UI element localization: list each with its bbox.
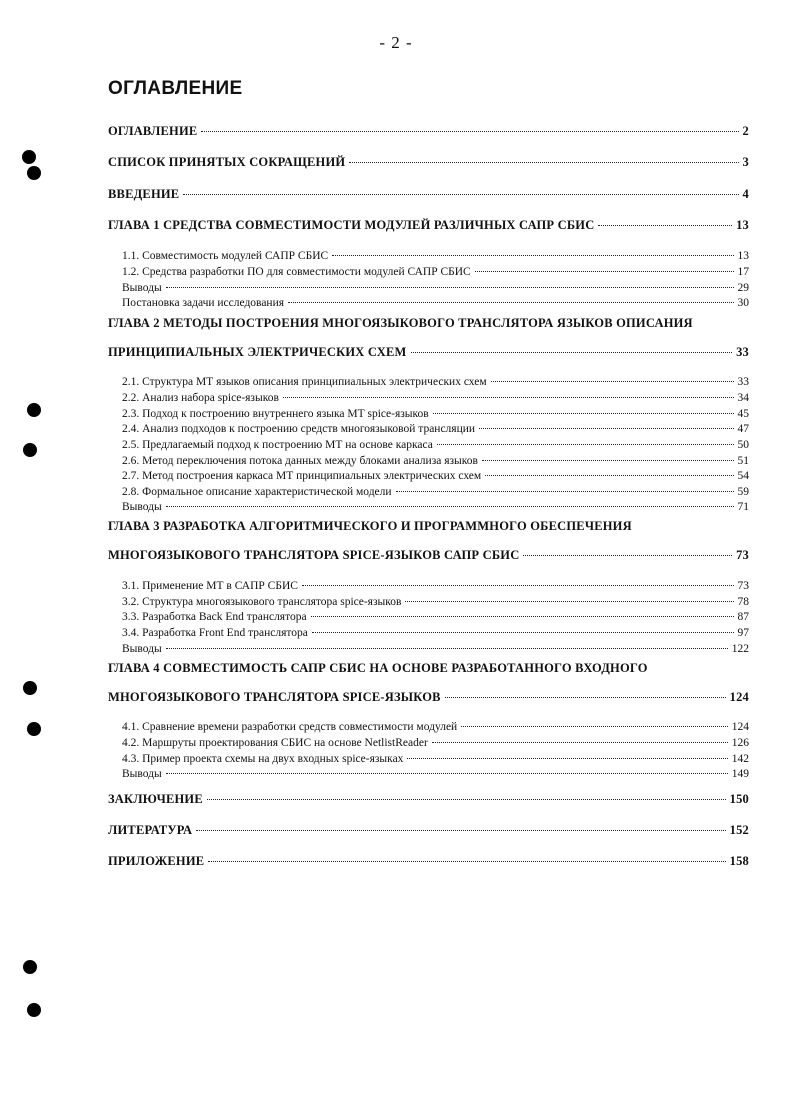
toc-entry-text: Постановка задачи исследования	[122, 296, 285, 309]
toc-entry[interactable]	[108, 184, 749, 202]
toc-leader-dots	[396, 479, 734, 492]
toc-leader-dots	[311, 604, 734, 617]
toc-leader-dots	[437, 432, 734, 445]
toc-entry[interactable]	[108, 820, 749, 838]
toc-subentry[interactable]	[122, 293, 749, 309]
toc-entry-page: 2	[742, 123, 749, 138]
toc-leader-dots	[407, 746, 727, 759]
toc-entry-page: 13	[736, 217, 749, 232]
toc-chapter-continuation[interactable]	[108, 545, 749, 563]
toc-entry-text: 2.1. Структура МТ языков описания принципиальных электрических схем	[122, 375, 487, 388]
toc-subentry[interactable]	[122, 764, 749, 780]
toc-entry-page: 142	[731, 752, 749, 765]
toc-entry-text: 3.1. Применение МТ в САПР СБИС	[122, 579, 298, 592]
toc-entry-page: 78	[737, 595, 749, 608]
punch-hole-mark	[27, 722, 41, 736]
toc-entry-page: 45	[737, 407, 749, 420]
toc-entry[interactable]	[108, 789, 749, 807]
toc-leader-dots	[166, 494, 734, 507]
toc-leader-dots	[208, 848, 725, 862]
toc-leader-dots	[411, 339, 733, 353]
toc-subentry[interactable]	[122, 639, 749, 655]
toc-leader-dots	[166, 275, 734, 288]
toc-leader-dots	[332, 243, 733, 256]
toc-entry-text: 4.2. Маршруты проектирования СБИС на основе NetlistReader	[122, 736, 428, 749]
toc-entry-text: ЗАКЛЮЧЕНИЕ	[108, 791, 203, 806]
toc-entry-page: 3	[742, 154, 749, 169]
toc-title: ОГЛАВЛЕНИЕ	[108, 78, 243, 99]
toc-entry-text: ПРИНЦИПИАЛЬНЫХ ЭЛЕКТРИЧЕСКИХ СХЕМ	[108, 344, 407, 359]
toc-entry-text: ОГЛАВЛЕНИЕ	[108, 123, 198, 138]
punch-hole-mark	[27, 1003, 41, 1017]
toc-entry[interactable]	[108, 121, 749, 139]
toc-entry-text: ГЛАВА 4 СОВМЕСТИМОСТЬ САПР СБИС НА ОСНОВЕ РАЗРАБОТАННОГО ВХОДНОГО	[108, 661, 648, 675]
toc-entry-page: 124	[731, 720, 749, 733]
toc-entry-text: 2.7. Метод построения каркаса МТ принципиальных электрических схем	[122, 469, 482, 482]
punch-hole-mark	[23, 681, 37, 695]
toc-leader-dots	[201, 118, 738, 132]
punch-hole-mark	[22, 150, 36, 164]
toc-leader-dots	[166, 761, 728, 774]
toc-entry-page: 54	[737, 469, 749, 482]
toc-entry-text: Выводы	[122, 767, 162, 780]
toc-entry-page: 51	[737, 454, 749, 467]
toc-entry-page: 29	[737, 281, 749, 294]
toc-leader-dots	[598, 212, 732, 226]
toc-entry-text: 4.1. Сравнение времени разработки средств совместимости модулей	[122, 720, 458, 733]
toc-entry[interactable]	[108, 851, 749, 869]
toc-entry-text: 2.4. Анализ подходов к построению средств многоязыковой трансляции	[122, 422, 476, 435]
toc-chapter[interactable]	[108, 661, 749, 676]
toc-entry-text: ГЛАВА 1 СРЕДСТВА СОВМЕСТИМОСТИ МОДУЛЕЙ РАЗЛИЧНЫХ САПР СБИС	[108, 217, 595, 232]
toc-entry-page: 30	[737, 296, 749, 309]
toc-subentry[interactable]	[122, 497, 749, 513]
toc-entry-text: МНОГОЯЗЫКОВОГО ТРАНСЛЯТОРА SPICE-ЯЗЫКОВ САПР СБИС	[108, 547, 520, 562]
toc-leader-dots	[523, 542, 732, 556]
toc-leader-dots	[166, 636, 728, 649]
toc-entry-page: 150	[729, 791, 749, 806]
toc-entry-text: 2.6. Метод переключения потока данных между блоками анализа языков	[122, 454, 478, 467]
toc-entry-page: 4	[742, 186, 749, 201]
toc-entry-text: 3.2. Структура многоязыкового транслятора spice-языков	[122, 595, 402, 608]
toc-entry-page: 59	[737, 485, 749, 498]
toc-entry-page: 33	[736, 344, 749, 359]
toc-entry-page: 158	[729, 853, 749, 868]
toc-entry-text: 1.2. Средства разработки ПО для совместимости модулей САПР СБИС	[122, 265, 471, 278]
toc-entry-page: 73	[737, 579, 749, 592]
toc-entry-page: 149	[731, 767, 749, 780]
punch-hole-mark	[23, 443, 37, 457]
toc-entry-page: 50	[737, 438, 749, 451]
toc-entry-page: 124	[729, 689, 749, 704]
toc-entry-page: 97	[737, 626, 749, 639]
punch-hole-mark	[23, 960, 37, 974]
toc-entry-text: 2.2. Анализ набора spice-языков	[122, 391, 279, 404]
punch-hole-mark	[27, 166, 41, 180]
toc-entry-text: 1.1. Совместимость модулей САПР СБИС	[122, 249, 329, 262]
toc-entry-page: 34	[737, 391, 749, 404]
punch-hole-mark	[27, 403, 41, 417]
toc-leader-dots	[482, 448, 734, 461]
toc-entry-page: 87	[737, 610, 749, 623]
toc-leader-dots	[196, 817, 725, 831]
toc-entry-text: Выводы	[122, 642, 162, 655]
toc-entry-text: 3.3. Разработка Back End транслятора	[122, 610, 307, 623]
toc-chapter[interactable]	[108, 316, 749, 331]
toc-leader-dots	[283, 385, 734, 398]
toc-entry-page: 33	[737, 375, 749, 388]
toc-leader-dots	[183, 181, 738, 195]
toc-leader-dots	[302, 573, 734, 586]
toc-leader-dots	[433, 401, 734, 414]
toc-leader-dots	[491, 369, 734, 382]
page-number: - 2 -	[379, 33, 413, 52]
toc-entry-text: Выводы	[122, 500, 162, 513]
toc-leader-dots	[405, 589, 733, 602]
toc-entry[interactable]	[108, 152, 749, 170]
toc-entry-text: 2.5. Предлагаемый подход к построению МТ на основе каркаса	[122, 438, 433, 451]
toc-entry-text: ПРИЛОЖЕНИЕ	[108, 853, 205, 868]
toc-leader-dots	[288, 290, 733, 303]
toc-entry-page: 71	[737, 500, 749, 513]
toc-entry-page: 47	[737, 422, 749, 435]
toc-entry-page: 73	[736, 547, 749, 562]
toc-entry-text: ЛИТЕРАТУРА	[108, 822, 193, 837]
toc-leader-dots	[312, 620, 734, 633]
toc-leader-dots	[461, 714, 728, 727]
toc-entry-text: 4.3. Пример проекта схемы на двух входных spice-языках	[122, 752, 404, 765]
toc-entry-text: ГЛАВА 2 МЕТОДЫ ПОСТРОЕНИЯ МНОГОЯЗЫКОВОГО ТРАНСЛЯТОРА ЯЗЫКОВ ОПИСАНИЯ	[108, 316, 693, 330]
toc-leader-dots	[207, 786, 726, 800]
toc-chapter[interactable]	[108, 215, 749, 233]
toc-entry-page: 126	[731, 736, 749, 749]
toc-leader-dots	[445, 684, 726, 698]
toc-entry-text: МНОГОЯЗЫКОВОГО ТРАНСЛЯТОРА SPICE-ЯЗЫКОВ	[108, 689, 441, 704]
toc-entry-text: СПИСОК ПРИНЯТЫХ СОКРАЩЕНИЙ	[108, 154, 346, 169]
toc-entry-text: 3.4. Разработка Front End транслятора	[122, 626, 308, 639]
toc-leader-dots	[479, 416, 733, 429]
toc-leader-dots	[432, 730, 728, 743]
toc-chapter[interactable]	[108, 519, 749, 534]
toc-chapter-continuation[interactable]	[108, 687, 749, 705]
toc-entry-page: 17	[737, 265, 749, 278]
toc-chapter-continuation[interactable]	[108, 342, 749, 360]
toc-leader-dots	[485, 463, 733, 476]
toc-leader-dots	[475, 259, 734, 272]
toc-entry-text: 2.8. Формальное описание характеристической модели	[122, 485, 392, 498]
toc-leader-dots	[349, 149, 738, 163]
toc-entry-text: Выводы	[122, 281, 162, 294]
toc-entry-page: 152	[729, 822, 749, 837]
toc-entry-text: ГЛАВА 3 РАЗРАБОТКА АЛГОРИТМИЧЕСКОГО И ПРОГРАММНОГО ОБЕСПЕЧЕНИЯ	[108, 519, 632, 533]
toc-entry-text: ВВЕДЕНИЕ	[108, 186, 180, 201]
toc-entry-page: 122	[731, 642, 749, 655]
toc-entry-page: 13	[737, 249, 749, 262]
toc-entry-text: 2.3. Подход к построению внутреннего языка МТ spice-языков	[122, 407, 429, 420]
